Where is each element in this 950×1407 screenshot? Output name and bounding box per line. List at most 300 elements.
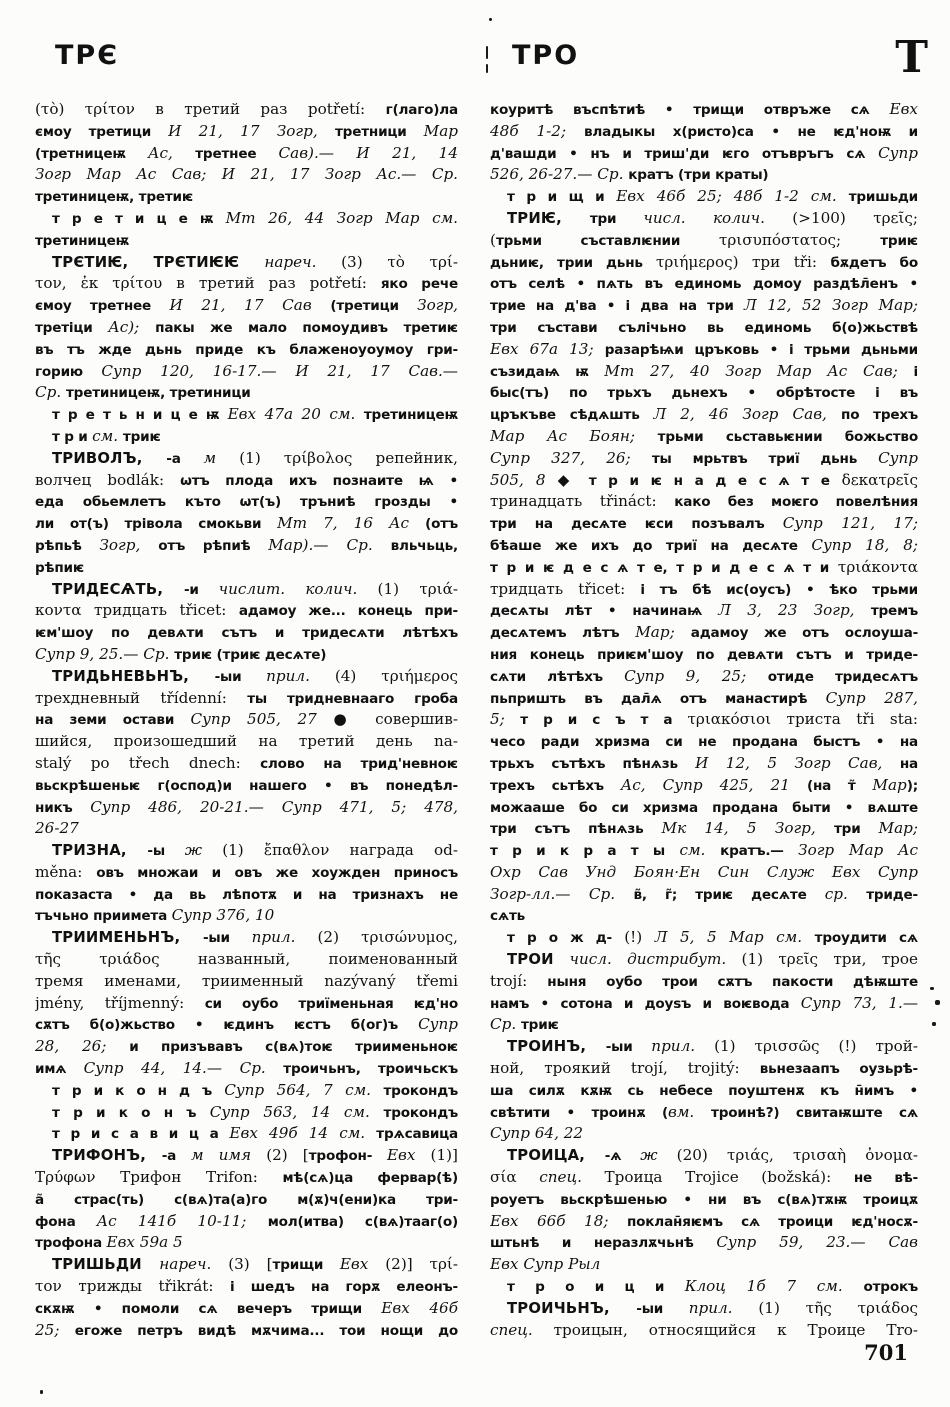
text-segment: три сътъ пѣнѧзь bbox=[490, 821, 662, 838]
text-segment: трофона bbox=[35, 1235, 107, 1252]
text-segment: тринадцать třináct: bbox=[490, 492, 675, 511]
text-segment: трищи bbox=[272, 1257, 340, 1274]
text-segment: трие на д'ва • і два на три bbox=[490, 298, 745, 315]
running-head bbox=[0, 32, 950, 84]
text-segment: кратъ (три краты) bbox=[628, 167, 769, 184]
text-segment: ТРОИ bbox=[507, 951, 570, 969]
text-segment: ной, троякий trojí, trojitý: bbox=[490, 1059, 760, 1078]
text-line bbox=[35, 927, 458, 949]
text-segment: свѣтити • троинѫ ( bbox=[490, 1104, 668, 1121]
text-line bbox=[35, 905, 458, 927]
text-segment: по трехъ bbox=[841, 407, 918, 424]
text-line bbox=[490, 688, 918, 710]
scan-artifact bbox=[40, 1390, 43, 1394]
text-segment: дьниѥ, трии дьнь bbox=[490, 254, 656, 271]
text-segment: третнее bbox=[195, 145, 279, 162]
text-segment: рѣпьѣ bbox=[35, 537, 100, 554]
text-segment: Супр 287, bbox=[825, 688, 918, 707]
text-segment: слово на трид'невноѥ bbox=[260, 755, 458, 772]
text-segment: τριάκοντα bbox=[837, 557, 918, 576]
text-line bbox=[35, 361, 458, 383]
text-line bbox=[490, 186, 918, 208]
text-segment: т р и ѥ д е с ѧ т е, т р и д е с ѧ т и bbox=[490, 559, 838, 576]
text-line bbox=[490, 361, 918, 383]
text-segment: ТРОИНЪ, bbox=[507, 1038, 606, 1056]
text-line bbox=[490, 404, 918, 426]
text-segment: ◆ bbox=[557, 470, 589, 489]
text-segment: (третици bbox=[330, 298, 418, 315]
text-segment: 48б 1-2; bbox=[490, 121, 585, 140]
text-line bbox=[35, 1014, 458, 1036]
text-line bbox=[35, 426, 458, 448]
text-segment: триде- bbox=[866, 886, 918, 903]
text-segment: сѫтъ б(о)жьство • ѥдинъ ѥстъ б(ог)ъ bbox=[35, 1017, 419, 1034]
text-segment: Зогр, bbox=[99, 535, 159, 554]
guide-word-center: ТРО bbox=[512, 40, 580, 71]
text-segment: σία bbox=[490, 1168, 540, 1187]
text-segment: κοντα тридцать třicet: bbox=[35, 601, 239, 620]
text-segment: Евх Супр Рыл bbox=[490, 1255, 601, 1274]
text-segment: м имя bbox=[190, 1146, 267, 1165]
text-segment: ТРИЗНА, bbox=[52, 842, 148, 860]
text-segment: (τὸ) τρίτον в третий раз potřetí: bbox=[35, 100, 386, 118]
text-segment: Супр bbox=[878, 143, 918, 162]
text-segment: Супр 18, 8; bbox=[811, 535, 918, 554]
text-segment: роуетъ вьскрѣшенью • ни въ с(вѧ)тѫѭ троицѫ bbox=[490, 1191, 918, 1208]
text-segment: Л 3, 23 Зогр, bbox=[718, 601, 871, 620]
text-segment: трофон- bbox=[308, 1148, 387, 1165]
text-segment: Ас, bbox=[147, 143, 196, 162]
text-segment: нареч. bbox=[159, 1255, 229, 1274]
text-segment: трьхъ сътѣхъ пѣнѧзь bbox=[490, 755, 696, 772]
text-segment: ємоу третици bbox=[35, 123, 169, 140]
text-segment: т р и bbox=[52, 428, 93, 445]
text-segment: отъ рѣпиѣ bbox=[158, 537, 269, 554]
text-segment: можааше бо си хризма продана быти • вѧште bbox=[490, 799, 918, 816]
text-segment: см. bbox=[679, 841, 721, 860]
text-line bbox=[490, 1254, 918, 1276]
text-segment: -ыи bbox=[202, 930, 252, 947]
text-line bbox=[35, 1145, 458, 1167]
text-segment: горию bbox=[35, 363, 102, 380]
text-line bbox=[35, 775, 458, 797]
text-segment: (1) τρισσῶς (!) трой- bbox=[714, 1037, 918, 1056]
text-line bbox=[490, 993, 918, 1015]
text-segment: (2) [ bbox=[266, 1146, 309, 1165]
text-segment: Евх bbox=[339, 1255, 386, 1274]
text-segment: (2)] τρί- bbox=[385, 1255, 458, 1274]
text-line bbox=[490, 164, 918, 186]
text-segment: и призъвавъ с(вѧ)тоѥ триименьноѥ bbox=[129, 1039, 458, 1056]
text-segment: третіци bbox=[35, 319, 109, 336]
text-segment: τον, ἐκ τρίτου в третий раз potřetí: bbox=[35, 274, 381, 293]
text-segment: шийся, произошедший на третий день na- bbox=[35, 732, 458, 751]
text-line bbox=[35, 666, 458, 688]
text-line bbox=[490, 862, 918, 884]
text-segment: г(лаго)ла bbox=[385, 102, 458, 118]
text-segment: волчец bodlák: bbox=[35, 470, 181, 489]
text-segment: ); bbox=[906, 777, 918, 794]
text-segment: съзидаѩ ѭ bbox=[490, 363, 605, 380]
text-segment: штьнѣ и неразлѫчьнѣ bbox=[490, 1235, 717, 1252]
text-segment: ТРИИМЕНЬНЪ, bbox=[52, 929, 203, 947]
text-line bbox=[35, 186, 458, 208]
text-segment: ємоу третнее bbox=[35, 298, 170, 315]
text-segment: ж bbox=[184, 841, 223, 860]
text-segment: троицын, относящийся к Троице Tro- bbox=[553, 1320, 918, 1339]
text-segment: τον трижды třikrát: bbox=[35, 1277, 231, 1296]
text-line bbox=[35, 230, 458, 252]
text-segment: Супр bbox=[878, 448, 918, 467]
text-segment: триѥ bbox=[880, 232, 918, 249]
text-segment: т р и щ и bbox=[507, 189, 617, 206]
text-segment: Супр 505, 27 bbox=[190, 710, 334, 729]
text-line bbox=[35, 1211, 458, 1233]
text-segment: τρισυπόστατος; bbox=[718, 230, 881, 249]
text-segment: прил. bbox=[251, 928, 318, 947]
text-segment: Супр 59, 23.— Сав bbox=[716, 1233, 918, 1252]
text-line bbox=[490, 143, 918, 165]
text-segment: показаста • да вь лѣпотѫ и на тризнахъ не bbox=[35, 886, 458, 903]
text-segment: прил. bbox=[651, 1037, 715, 1056]
text-line bbox=[490, 339, 918, 361]
text-segment: (>100) τρεῖς; bbox=[792, 208, 918, 227]
text-segment: рѣпиѥ bbox=[35, 559, 85, 576]
text-segment: 25; bbox=[35, 1320, 75, 1339]
section-letter: Т bbox=[895, 32, 928, 83]
text-segment: прил. bbox=[266, 666, 335, 685]
text-segment: скѫѭ • помоли сѧ вечеръ трищи bbox=[35, 1300, 382, 1317]
text-segment: м bbox=[203, 448, 240, 467]
text-segment: Евх bbox=[386, 1146, 431, 1165]
scan-artifact bbox=[935, 1000, 940, 1005]
text-line bbox=[35, 317, 458, 339]
text-segment: въ тъ жде дьнь приде къ блаженоуоумоу гри- bbox=[35, 341, 458, 358]
text-segment: Супр 563, 14 см. bbox=[209, 1102, 384, 1121]
text-line bbox=[35, 1102, 458, 1124]
text-segment: вьнезаапъ оузьрѣ- bbox=[759, 1061, 918, 1078]
text-segment: третиницеѭ, третиници bbox=[66, 385, 251, 402]
text-segment: (1) ἔπαθλον награда od- bbox=[222, 841, 458, 860]
text-segment: еда обьемлетъ къто ѡт(ъ) тръниѣ грозды • bbox=[35, 494, 458, 511]
text-segment: нареч. bbox=[264, 252, 342, 271]
text-line bbox=[35, 1320, 458, 1342]
text-line bbox=[35, 491, 458, 513]
text-segment: адамоу же... конець при- bbox=[238, 603, 458, 620]
text-line bbox=[490, 295, 918, 317]
text-segment: Евх 46б 25; 48б 1-2 см. bbox=[616, 187, 849, 206]
text-segment: 26-27 bbox=[35, 819, 79, 838]
text-line bbox=[35, 513, 458, 535]
text-segment: τῆς τριάδος названный, поименованный bbox=[35, 950, 458, 969]
text-line bbox=[35, 208, 458, 230]
text-column-right bbox=[490, 99, 918, 1341]
text-line bbox=[35, 709, 458, 731]
text-line bbox=[35, 884, 458, 906]
text-segment: Евх 66б 18; bbox=[490, 1211, 627, 1230]
text-line bbox=[490, 1211, 918, 1233]
text-line bbox=[490, 622, 918, 644]
text-line bbox=[35, 121, 458, 143]
text-segment: Супр bbox=[418, 1015, 458, 1034]
text-segment: чесо ради хризма си не продана быстъ • на bbox=[490, 734, 918, 751]
text-segment: числ. колич. bbox=[643, 208, 793, 227]
text-segment: три на десѧте ѥси позъвалъ bbox=[490, 516, 783, 533]
text-segment: на bbox=[899, 755, 918, 772]
text-line bbox=[490, 317, 918, 339]
scan-artifact bbox=[930, 987, 934, 990]
text-line bbox=[35, 1254, 458, 1276]
text-line bbox=[35, 579, 458, 601]
text-segment: трокондъ bbox=[383, 1082, 458, 1099]
text-segment: сѧть bbox=[490, 908, 526, 925]
text-segment: Мт 7, 16 Ас bbox=[277, 514, 426, 533]
text-segment: триѥ bbox=[521, 1017, 559, 1034]
text-line bbox=[35, 1080, 458, 1102]
text-line bbox=[490, 818, 918, 840]
text-segment: пьпришть въ дал̄ѧ отъ манастирѣ bbox=[490, 690, 826, 707]
text-segment: Супр 73, 1.— bbox=[800, 993, 918, 1012]
text-line bbox=[35, 1232, 458, 1254]
text-segment: (1)] bbox=[430, 1146, 458, 1165]
text-segment: И 21, 17 Сав bbox=[169, 296, 331, 315]
text-segment: Супр 121, 17; bbox=[782, 514, 918, 533]
text-line bbox=[490, 99, 918, 121]
text-segment: тремя именами, триименный nazývaný třemi bbox=[35, 971, 458, 990]
text-line bbox=[490, 1189, 918, 1211]
text-line bbox=[490, 535, 918, 557]
text-line bbox=[490, 884, 918, 906]
text-line bbox=[35, 1123, 458, 1145]
text-line bbox=[490, 230, 918, 252]
text-segment: ТРЄТИѤ, ТРЄТИѤѤ bbox=[52, 253, 265, 271]
text-line bbox=[35, 840, 458, 862]
text-segment: ж bbox=[640, 1146, 677, 1165]
text-line bbox=[490, 971, 918, 993]
text-line bbox=[35, 622, 458, 644]
text-segment: десѧтемъ лѣтъ bbox=[490, 625, 636, 642]
text-segment: Евх 46б bbox=[381, 1298, 458, 1317]
text-line bbox=[35, 949, 458, 971]
text-line bbox=[35, 1189, 458, 1211]
text-segment: д'вашди • нъ и триш'ди ѥго отъвръгъ сѧ bbox=[490, 145, 879, 162]
text-line bbox=[35, 600, 458, 622]
text-segment: бѫдетъ бо bbox=[830, 254, 918, 271]
text-segment: т р и к р а т ы bbox=[490, 843, 680, 860]
text-segment: Охр Сав Унд Боян·Ен Син Служ Евх Супр bbox=[490, 862, 918, 881]
scan-artifact bbox=[932, 1022, 936, 1026]
text-segment: троичьнъ, троичьскъ bbox=[283, 1061, 458, 1078]
text-segment: і тъ бѣ ис(оусъ) • ѣко трьми bbox=[640, 581, 918, 598]
text-segment: т р и ѥ н а д е с ѧ т е bbox=[588, 472, 842, 489]
text-segment: -ыи bbox=[605, 1039, 652, 1056]
text-line bbox=[490, 709, 918, 731]
text-segment: см. bbox=[92, 426, 123, 445]
text-segment: ТРИДЬНЕВЬНЪ, bbox=[52, 667, 215, 685]
text-segment: отиде тридесѧтъ bbox=[767, 668, 918, 685]
text-segment: ср. bbox=[824, 884, 867, 903]
text-segment: (1) τρεῖς три, трое bbox=[741, 950, 918, 969]
text-segment: вм. bbox=[668, 1102, 712, 1121]
text-line bbox=[490, 905, 918, 927]
text-line bbox=[490, 797, 918, 819]
text-line bbox=[490, 666, 918, 688]
text-segment: Супр 120, 16-17.— И 21, 17 Сав.— bbox=[101, 361, 458, 380]
text-segment: Мар; bbox=[635, 623, 691, 642]
text-segment: (3) [ bbox=[228, 1255, 273, 1274]
text-line bbox=[490, 426, 918, 448]
text-segment: stalý po třech dnech: bbox=[35, 753, 261, 772]
text-segment: никъ bbox=[35, 799, 91, 816]
text-line bbox=[35, 753, 458, 775]
text-segment: Ср. bbox=[490, 1015, 521, 1034]
text-line bbox=[35, 993, 458, 1015]
text-segment: Зогр, bbox=[417, 296, 458, 315]
text-line bbox=[35, 644, 458, 666]
text-segment: третиницеѭ, третиѥ bbox=[35, 189, 194, 206]
text-segment: коуритѣ въспѣтиѣ • трищи отвръже сѧ bbox=[490, 102, 890, 118]
text-segment: Зогр Мар Ас bbox=[798, 841, 918, 860]
text-segment: (1) τρίβολος репейник, bbox=[239, 448, 458, 467]
text-segment: Τρύφων Трифон Trifon: bbox=[35, 1168, 283, 1187]
text-line bbox=[490, 927, 918, 949]
text-line bbox=[490, 448, 918, 470]
text-segment: овъ множаи и овъ же хоужден приносъ bbox=[96, 864, 458, 881]
text-segment: на земи остави bbox=[35, 712, 191, 729]
text-segment: Троица Trojice (božská): bbox=[604, 1168, 854, 1187]
text-segment: отрокъ bbox=[863, 1279, 918, 1296]
text-segment: ТРИѤ, bbox=[507, 209, 590, 227]
text-line bbox=[35, 688, 458, 710]
text-segment: яко рече bbox=[380, 276, 458, 293]
text-segment: И 12, 5 Зогр Сав, bbox=[695, 753, 900, 772]
text-segment: -и bbox=[183, 581, 219, 598]
text-segment: Евх 49б 14 см. bbox=[229, 1124, 377, 1143]
text-segment: т р и к о н д ъ bbox=[52, 1082, 225, 1099]
text-segment: вьскрѣшеньѥ г(оспод)и нашего • въ понедѣл- bbox=[35, 777, 458, 794]
text-segment: прил. bbox=[688, 1298, 759, 1317]
text-segment: имѧ bbox=[35, 1061, 84, 1078]
text-segment: (на т̃ bbox=[806, 777, 873, 794]
text-segment: і bbox=[913, 363, 918, 380]
text-line bbox=[490, 208, 918, 230]
text-segment: како без моѥго повелѣния bbox=[674, 494, 918, 511]
text-line bbox=[35, 339, 458, 361]
text-segment: Супр 44, 14.— Ср. bbox=[83, 1059, 284, 1078]
text-segment: мѣ(сѧ)ца фервар(ѣ) bbox=[282, 1170, 458, 1187]
text-line bbox=[490, 252, 918, 274]
text-line bbox=[490, 840, 918, 862]
text-segment: Супр 327, 26; bbox=[490, 448, 652, 467]
text-segment: си оубо триїменьная ѥд'но bbox=[204, 995, 458, 1012]
text-segment: ша силѫ кѫѭ сь небесе поуштенѫ къ н̄имъ • bbox=[490, 1082, 918, 1099]
text-segment: Ас 141б 10-11; bbox=[96, 1211, 268, 1230]
text-segment: ТРИФОНЪ, bbox=[52, 1147, 162, 1165]
text-line bbox=[490, 1298, 918, 1320]
text-segment: τριακόσιοι триста tři sta: bbox=[687, 710, 918, 729]
scan-artifact bbox=[486, 64, 488, 73]
text-segment: егоже петръ видѣ мѫчима... тои нощи до bbox=[74, 1322, 458, 1339]
text-line bbox=[490, 121, 918, 143]
text-segment: не вѣ- bbox=[853, 1170, 918, 1187]
text-segment: δεκατρεῖς bbox=[841, 470, 918, 489]
text-segment: ты мрьтвъ триї дьнь bbox=[651, 450, 879, 467]
text-segment: ния конець приѥм'шоу по девѧти сътъ и триде- bbox=[490, 646, 918, 663]
text-segment: триѥ (триѥ десѧте) bbox=[174, 646, 327, 663]
text-segment: ѡтъ плода ихъ познаите ѩ • bbox=[180, 472, 458, 489]
text-segment: trojí: bbox=[490, 971, 548, 990]
text-line bbox=[35, 971, 458, 993]
text-segment: Мк 14, 5 Зогр, bbox=[661, 819, 834, 838]
text-segment: Супр 9, 25.— Ср. bbox=[35, 644, 175, 663]
text-segment: Мар bbox=[872, 775, 907, 794]
text-segment: десѧты лѣт • начинаѩ bbox=[490, 603, 719, 620]
text-segment: -ыи bbox=[636, 1300, 689, 1317]
text-segment: Супр 486, 20-21.— Супр 471, 5; 478, bbox=[90, 797, 458, 816]
text-segment: цръкъве сѣдѧшть bbox=[490, 407, 654, 424]
text-segment: Ас); bbox=[108, 317, 156, 336]
text-segment: Зогр Мар Ас Сав; И 21, 17 Зогр Ас.— Ср. bbox=[35, 165, 458, 184]
text-line bbox=[35, 99, 458, 121]
text-segment: кратъ.— bbox=[720, 843, 799, 860]
text-line bbox=[490, 1058, 918, 1080]
text-segment: Мар bbox=[423, 121, 458, 140]
text-segment: три bbox=[589, 210, 644, 227]
text-segment: трехъ сьтѣхъ bbox=[490, 777, 621, 794]
text-line bbox=[35, 143, 458, 165]
text-segment: Мар; bbox=[878, 819, 918, 838]
text-segment: мол(итва) с(вѧ)тааг(о) bbox=[267, 1213, 458, 1230]
text-line bbox=[35, 448, 458, 470]
text-line bbox=[35, 164, 458, 186]
text-segment: спец. bbox=[490, 1320, 554, 1339]
text-segment: триѥ bbox=[122, 428, 161, 445]
text-line bbox=[35, 470, 458, 492]
text-segment: Ас, Супр 425, 21 bbox=[620, 775, 807, 794]
text-segment: ѥм'шоу по девѧти сътъ и тридесѧти лѣтѣхъ bbox=[35, 625, 458, 642]
text-segment: (1) τριά- bbox=[377, 579, 458, 598]
text-segment: фона bbox=[35, 1213, 97, 1230]
text-segment: трокондъ bbox=[383, 1104, 458, 1121]
text-line bbox=[490, 644, 918, 666]
text-line bbox=[35, 1276, 458, 1298]
text-segment: т р и с ъ т а bbox=[520, 712, 688, 729]
text-line bbox=[490, 600, 918, 622]
text-line bbox=[490, 1080, 918, 1102]
text-segment: троинѣ?) свитаѭште сѧ bbox=[711, 1104, 918, 1121]
text-segment: три bbox=[834, 821, 879, 838]
text-segment: ты тридневнааго гроба bbox=[247, 690, 458, 707]
text-segment: тремъ bbox=[870, 603, 918, 620]
text-segment: Супр 376, 10 bbox=[171, 906, 275, 925]
text-segment: тридцать třicet: bbox=[490, 579, 641, 598]
text-segment: троудити сѧ bbox=[814, 930, 918, 947]
text-segment: jmény, tříjmenný: bbox=[35, 993, 205, 1012]
text-segment: И 21, 17 Зогр, bbox=[168, 121, 335, 140]
text-segment: владыкы х(ристо)са • не ѥд'ноѭ и bbox=[584, 123, 918, 140]
text-segment: Супр 64, 22 bbox=[490, 1124, 584, 1143]
text-column-left bbox=[35, 99, 458, 1341]
text-line bbox=[35, 295, 458, 317]
guide-word-left: ТРЄ bbox=[55, 40, 120, 71]
text-segment: -ѧ bbox=[604, 1148, 641, 1165]
text-line bbox=[35, 797, 458, 819]
text-line bbox=[490, 491, 918, 513]
text-segment: третиницеѭ bbox=[363, 407, 458, 424]
text-line bbox=[490, 470, 918, 492]
text-segment: сѧти лѣтѣхъ bbox=[490, 668, 625, 685]
text-segment: Мар Ас Боян; bbox=[490, 426, 658, 445]
